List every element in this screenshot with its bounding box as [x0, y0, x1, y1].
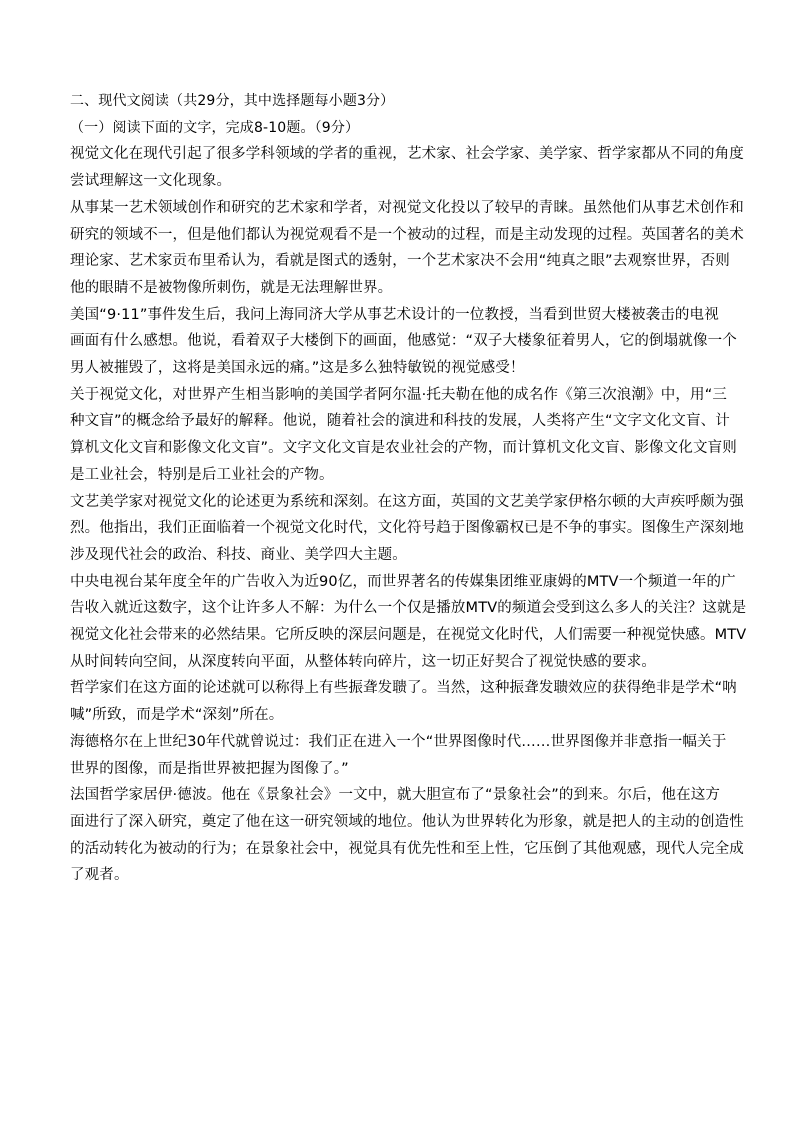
paragraph-line: 关于视觉文化，对世界产生相当影响的美国学者阿尔温·托夫勒在他的成名作《第三次浪潮》中，用“三: [70, 386, 728, 403]
paragraph-line: 他的眼睛不是被物像所刺伤，就是无法理解世界。: [70, 279, 393, 296]
paragraph-line: 是工业社会，特别是后工业社会的产物。: [70, 466, 334, 483]
paragraph-2: [70, 195, 744, 302]
paragraph-3: [70, 302, 737, 382]
paragraph-line: 文艺美学家对视觉文化的论述更为系统和深刻。在这方面，英国的文艺美学家伊格尔顿的大声疾呼颇为强: [70, 493, 744, 510]
paragraph-line: 画面有什么感想。他说，看着双子大楼倒下的画面，他感觉：“双子大楼象征着男人，它的倒塌就像一个: [70, 333, 737, 350]
paragraph-line: 法国哲学家居伊·德波。他在《景象社会》一文中，就大胆宣布了“景象社会”的到来。尔后，他在这方: [70, 787, 721, 804]
paragraph-line: 研究的领域不一，但是他们都认为视觉观看不是一个被动的过程，而是主动发现的过程。英国著名的美术: [70, 226, 744, 243]
paragraph-line: 哲学家们在这方面的论述就可以称得上有些振聋发聩了。当然，这种振聋发聩效应的获得绝非是学术“呐: [70, 680, 737, 697]
paragraph-line: 种文盲”的概念给予最好的解释。他说，随着社会的演进和科技的发展，人类将产生“文字文化文盲、计: [70, 413, 730, 430]
paragraph-line: 面进行了深入研究，奠定了他在这一研究领域的地位。他认为世界转化为形象，就是把人的主动的创造性: [70, 813, 744, 830]
paragraph-line: 美国“9·11”事件发生后，我问上海同济大学从事艺术设计的一位教授，当看到世贸大楼被袭击的电视: [70, 306, 719, 323]
paragraph-line: 中央电视台某年度全年的广告收入为近90亿，而世界著名的传媒集团维亚康姆的MTV一个频道一年的广: [70, 573, 736, 590]
paragraph-9: [70, 782, 744, 889]
paragraph-1: [70, 141, 744, 194]
paragraph-4: [70, 382, 737, 489]
paragraph-line: 视觉文化社会带来的必然结果。它所反映的深层问题是，在视觉文化时代，人们需要一种视觉快感。MTV: [70, 627, 747, 644]
paragraph-6: [70, 569, 747, 676]
paragraph-line: 尝试理解这一文化现象。: [70, 173, 232, 190]
paragraph-line: 世界的图像，而是指世界被把握为图像了。”: [70, 760, 349, 777]
paragraph-line: 的活动转化为被动的行为；在景象社会中，视觉具有优先性和至上性，它压倒了其他观感，现代人完全成: [70, 840, 744, 857]
section-title: 二、现代文阅读（共29分，其中选择题每小题3分）: [70, 93, 395, 109]
document-page: [70, 88, 747, 889]
paragraph-line: 烈。他指出，我们正面临着一个视觉文化时代，文化符号趋于图像霸权已是不争的事实。图像生产深刻地: [70, 520, 744, 537]
paragraph-line: 涉及现代社会的政治、科技、商业、美学四大主题。: [70, 546, 407, 563]
paragraph-7: [70, 675, 737, 728]
paragraph-line: 了观者。: [70, 867, 129, 884]
subsection-title: （一）阅读下面的文字，完成8-10题。（9分）: [70, 119, 360, 136]
paragraph-8: [70, 729, 730, 782]
paragraph-5: [70, 489, 744, 569]
paragraph-line: 从时间转向空间，从深度转向平面，从整体转向碎片，这一切正好契合了视觉快感的要求。: [70, 653, 656, 670]
paragraph-line: 喊”所致，而是学术“深刻”所在。: [70, 707, 284, 724]
paragraph-line: 理论家、艺术家贡布里希认为，看就是图式的透射，一个艺术家决不会用“纯真之眼”去观察世界，否则: [70, 253, 730, 270]
paragraph-line: 从事某一艺术领域创作和研究的艺术家和学者，对视觉文化投以了较早的青睐。虽然他们从事艺术创作和: [70, 199, 744, 216]
paragraph-line: 男人被摧毁了，这将是美国永远的痛。”这是多么独特敏锐的视觉感受！: [70, 360, 525, 377]
paragraph-line: 海德格尔在上世纪30年代就曾说过：我们正在进入一个“世界图像时代……世界图像并非意指一幅关于: [70, 733, 727, 750]
paragraph-line: 算机文化文盲和影像文化文盲”。文字文化文盲是农业社会的产物，而计算机文化文盲、影像文化文盲则: [70, 440, 737, 457]
paragraph-line: 视觉文化在现代引起了很多学科领域的学者的重视，艺术家、社会学家、美学家、哲学家都从不同的角度: [70, 146, 744, 163]
paragraph-line: 告收入就近这数字，这个让许多人不解：为什么一个仅是播放MTV的频道会受到这么多人的关注？这就是: [70, 600, 747, 617]
